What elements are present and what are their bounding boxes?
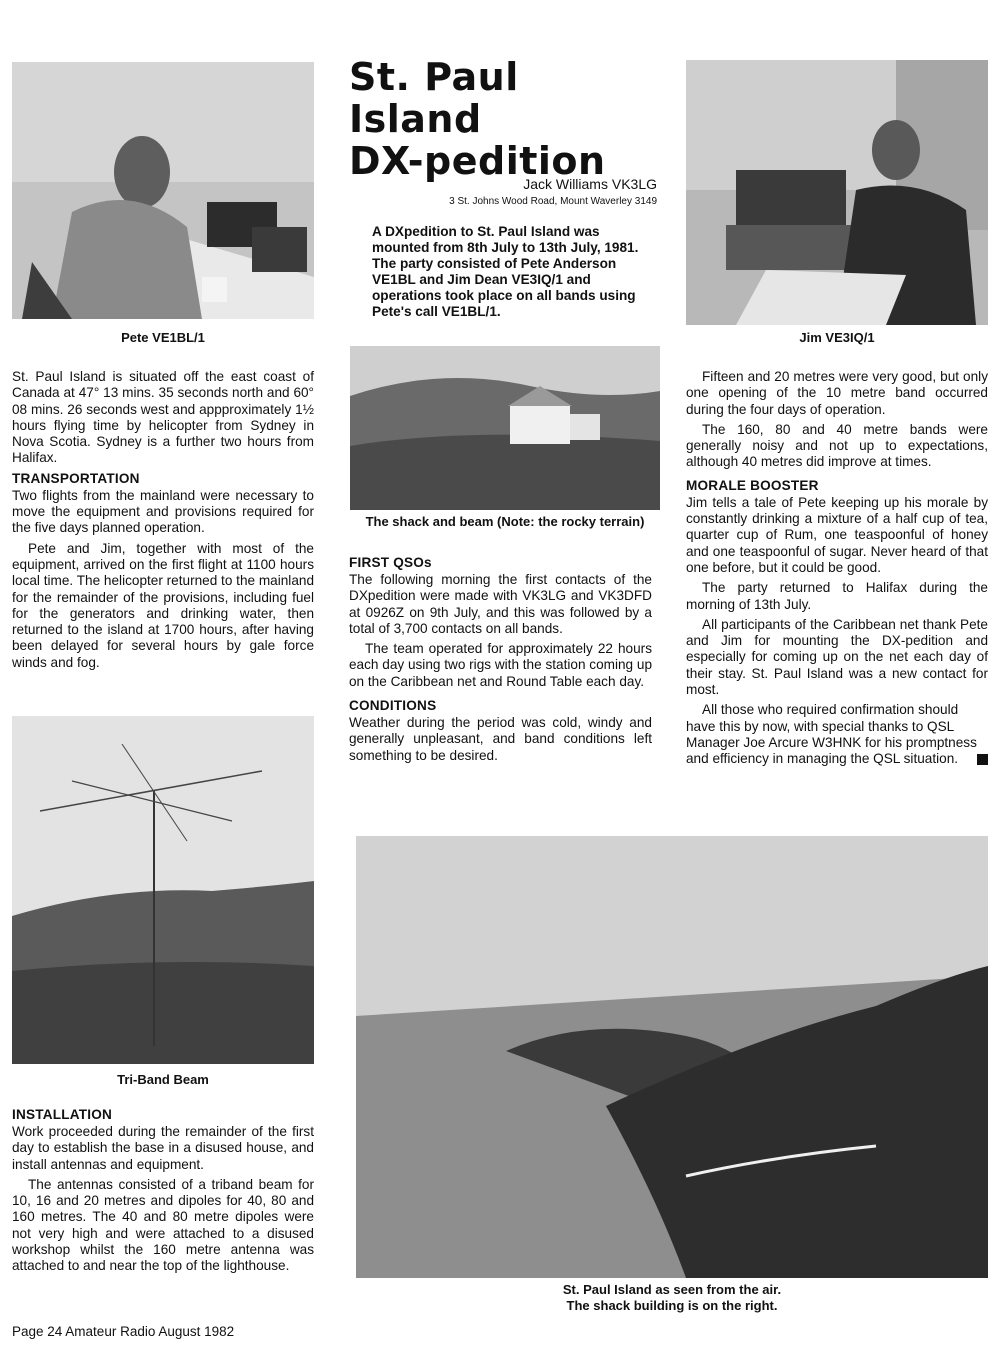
right-paragraph-1: Fifteen and 20 metres were very good, but only one opening of the 10 metre band occurred during the four days of operation. [686, 369, 988, 417]
caption-pete: Pete VE1BL/1 [121, 330, 205, 345]
left-paragraph-3: Pete and Jim, together with most of the equipment, arrived on the first flight at 1100 hours local time. The helicopter returned to the mainland for the remainder of the provisions, including fuel for the generators and drinking water, then returned to the island at 1700 hours, after having been delayed for several hours by gale force winds and fog. [12, 540, 315, 670]
left-column-bottom [12, 1107, 314, 1275]
caption-aerial-line-2: The shack building is on the right. [566, 1298, 778, 1313]
heading-morale-booster: MORALE BOOSTER [686, 477, 819, 493]
caption-shack: The shack and beam (Note: the rocky terrain) [365, 514, 645, 529]
left-paragraph-5: The antennas consisted of a triband beam for 10, 16 and 20 metres and dipoles for 40, 80 and 160 metres. The 40 and 80 metre dipoles were not very high and were attached to a disused workshop whilst the 160 metre antenna was attached to and near the top of the lighthouse. [12, 1176, 314, 1274]
photo-shack [350, 346, 660, 510]
title-line-2: Island [349, 97, 482, 141]
right-paragraph-5: All participants of the Caribbean net thank Pete and Jim for mounting the DX-pedition and especially for coming up on the net each day of their stay. St. Paul Island was a new contact for most. [686, 616, 988, 698]
photo-pete [12, 62, 314, 319]
photo-beam [12, 716, 314, 1064]
caption-beam: Tri-Band Beam [117, 1072, 209, 1087]
photo-aerial [356, 836, 988, 1278]
page-footer: Page 24 Amateur Radio August 1982 [12, 1324, 235, 1339]
end-of-article-mark [977, 754, 988, 765]
right-column [686, 369, 988, 768]
article-title [349, 56, 606, 182]
title-line-3: DX-pedition [349, 139, 606, 183]
left-column-top [12, 369, 314, 671]
left-paragraph-2: Two flights from the mainland were necessary to move the equipment and provisions required for the five days planned operation. [12, 487, 314, 536]
right-paragraph-2: The 160, 80 and 40 metre bands were generally noisy and not up to expectations, although 40 metres did improve at times. [686, 421, 988, 470]
middle-paragraph-1: The following morning the first contacts of the DXpedition were made with VK3LG and VK3DFD at 0926Z on 9th July, and this was followed by a total of 3,700 contacts on all bands. [349, 572, 652, 636]
heading-conditions: CONDITIONS [349, 698, 437, 714]
caption-jim: Jim VE3IQ/1 [799, 330, 875, 345]
right-paragraph-4: The party returned to Halifax during the morning of 13th July. [686, 580, 988, 612]
title-line-1: St. Paul [349, 55, 519, 99]
right-paragraph-3: Jim tells a tale of Pete keeping up his morale by constantly drinking a mixture of a half cup of tea, quarter cup of Rum, one teaspoonful of honey and one teaspoonful of sugar. Never heard of that one before, but it could be good. [686, 494, 988, 575]
heading-transportation: TRANSPORTATION [12, 470, 140, 486]
caption-aerial [356, 1282, 988, 1314]
caption-aerial-line-1: St. Paul Island as seen from the air. [562, 1282, 782, 1297]
right-paragraph-6 [686, 702, 988, 767]
heading-installation: INSTALLATION [12, 1107, 113, 1122]
right-paragraph-6-text: All those who required confirmation should have this by now, with special thanks to QSL Manager Joe Arcure W3HNK for his promptness and efficiency in managing the QSL situation. [686, 702, 977, 767]
author-name: Jack Williams VK3LG [523, 176, 657, 192]
article-intro: A DXpedition to St. Paul Island was mounted from 8th July to 13th July, 1981. The party consisted of Pete Anderson VE1BL and Jim Dean VE3IQ/1 and operations took place on all bands using Pete's call VE1BL/1. [372, 224, 639, 319]
left-paragraph-1: St. Paul Island is situated off the east coast of Canada at 47° 13 mins. 35 seconds north and 60° 08 mins. 26 seconds west and appproximately 1½ hours flying time by helicopter from Sydney in Nova Scotia. Sydney is a further two hours from Halifax. [12, 369, 314, 466]
photo-jim [686, 60, 988, 325]
heading-first-qsos: FIRST QSOs [349, 555, 432, 570]
middle-paragraph-3: Weather during the period was cold, windy and generally unpleasant, and band conditions left something to be desired. [349, 715, 652, 763]
author-address: 3 St. Johns Wood Road, Mount Waverley 3149 [449, 196, 657, 207]
left-paragraph-4: Work proceeded during the remainder of the first day to establish the base in a disused house, and install antennas and equipment. [12, 1124, 314, 1172]
middle-paragraph-2: The team operated for approximately 22 hours each day using two rigs with the station coming up on the Caribbean net and Round Table each day. [349, 641, 653, 689]
middle-column [349, 555, 652, 764]
